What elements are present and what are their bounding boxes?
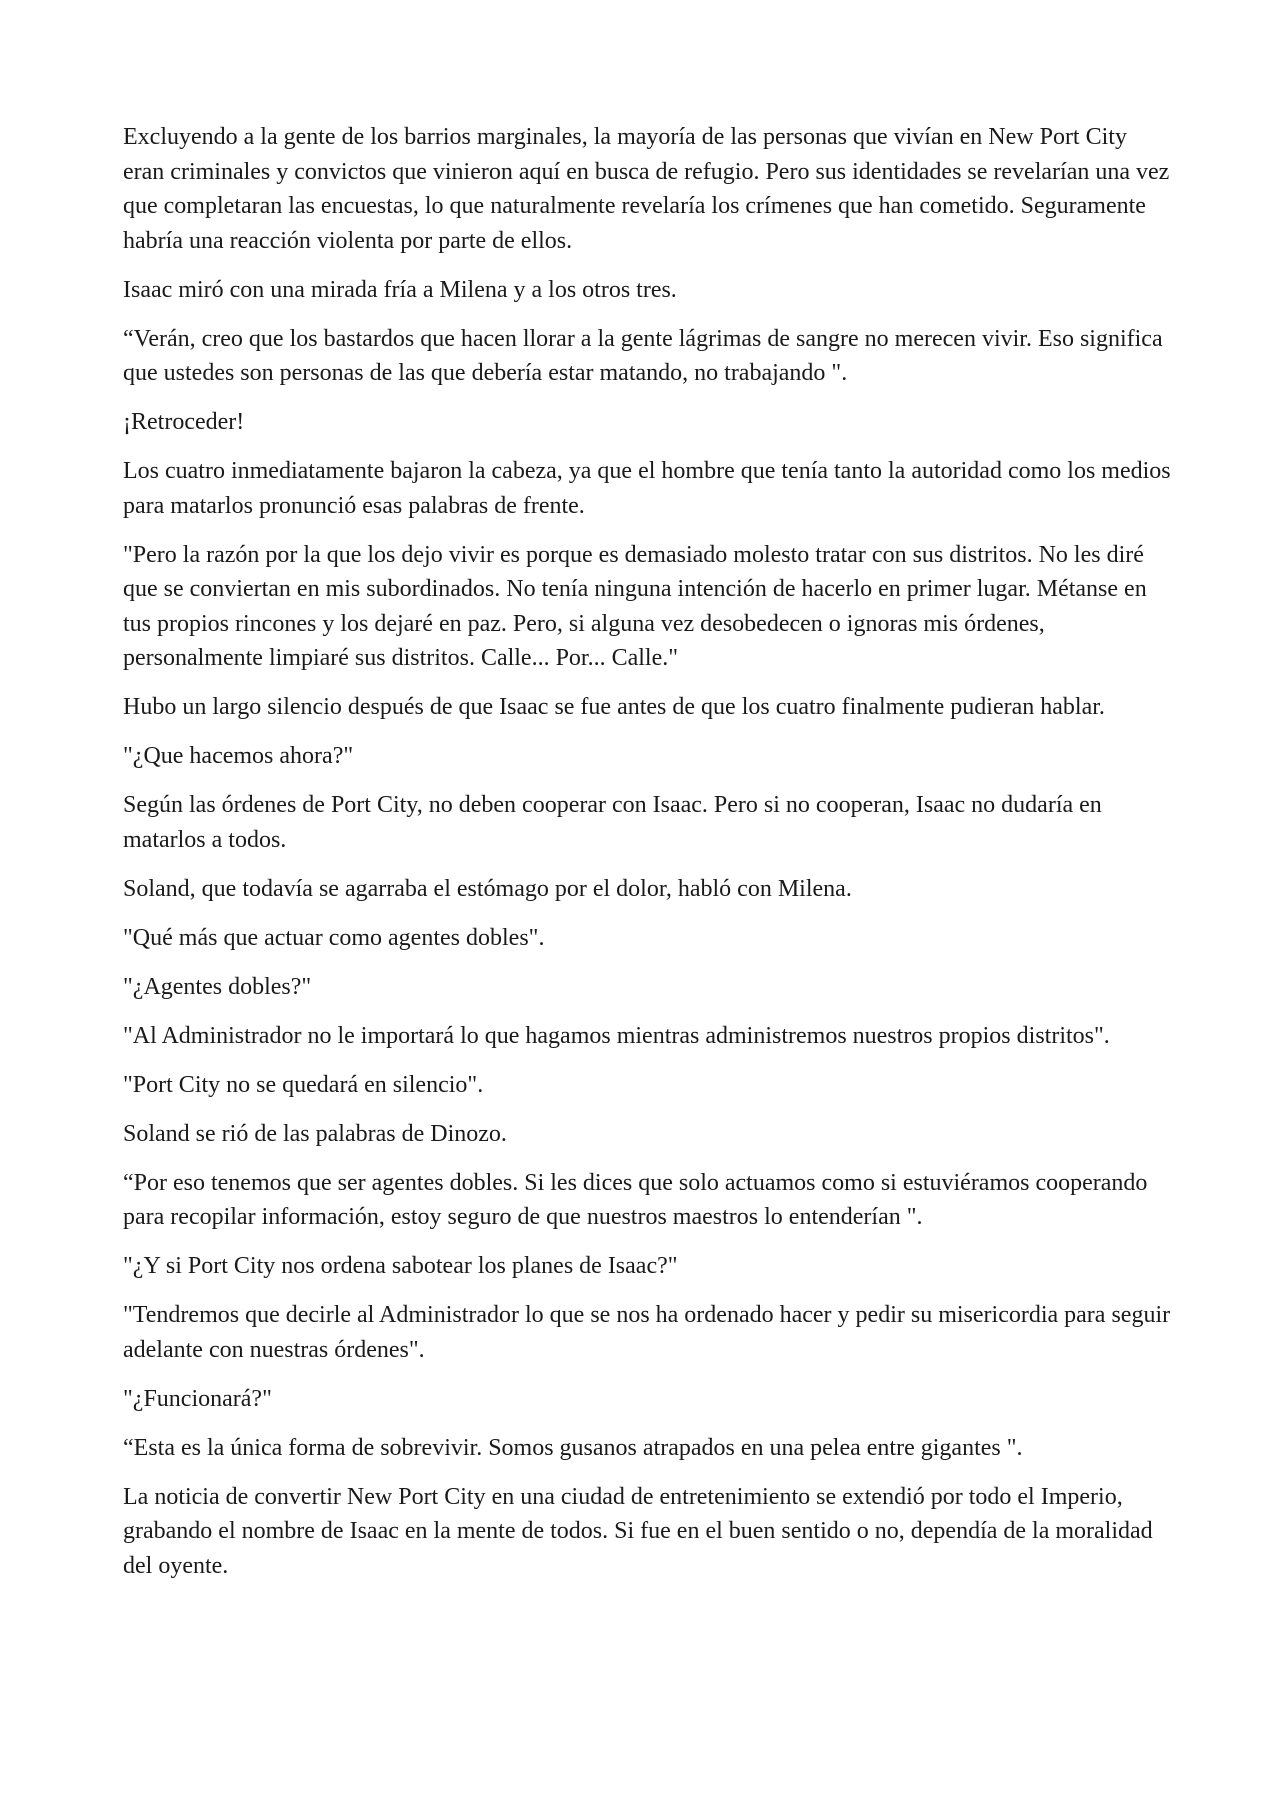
paragraph: Los cuatro inmediatamente bajaron la cabeza, ya que el hombre que tenía tanto la autoridad como los medios para matarlos pronunció esas palabras de frente. bbox=[123, 458, 1171, 519]
paragraph: "Tendremos que decirle al Administrador lo que se nos ha ordenado hacer y pedir su misericordia para seguir adelante con nuestras órdenes". bbox=[123, 1302, 1171, 1363]
paragraph: Hubo un largo silencio después de que Isaac se fue antes de que los cuatro finalmente pudieran hablar. bbox=[123, 694, 1105, 720]
paragraph: "Port City no se quedará en silencio". bbox=[123, 1071, 484, 1098]
paragraph: "¿Agentes dobles?" bbox=[123, 973, 312, 1000]
paragraph: Según las órdenes de Port City, no deben cooperar con Isaac. Pero si no cooperan, Isaac no dudaría en matarlos a todos. bbox=[123, 792, 1102, 853]
paragraph: "¿Y si Port City nos ordena sabotear los planes de Isaac?" bbox=[123, 1253, 678, 1279]
paragraph: "¿Que hacemos ahora?" bbox=[123, 743, 354, 769]
paragraph: Isaac miró con una mirada fría a Milena y a los otros tres. bbox=[123, 276, 677, 303]
paragraph: La noticia de convertir New Port City en una ciudad de entretenimiento se extendió por todo el Imperio, grabando el nombre de Isaac en la mente de todos. Si fue en el buen sentido o no, dependía de la moralidad del oyente. bbox=[123, 1483, 1153, 1579]
paragraph: ¡Retroceder! bbox=[123, 409, 245, 435]
paragraph: Soland, que todavía se agarraba el estómago por el dolor, habló con Milena. bbox=[123, 875, 852, 902]
paragraph: "Qué más que actuar como agentes dobles". bbox=[123, 924, 545, 951]
document-body bbox=[123, 120, 1173, 1598]
paragraph: “Verán, creo que los bastardos que hacen llorar a la gente lágrimas de sangre no merecen vivir. Eso significa que ustedes son personas de las que debería estar matando, no trabajando ". bbox=[123, 325, 1163, 386]
paragraph: “Por eso tenemos que ser agentes dobles. Si les dices que solo actuamos como si estuviéramos cooperando para recopilar información, estoy seguro de que nuestros maestros lo entenderían ". bbox=[123, 1169, 1148, 1230]
paragraph: Excluyendo a la gente de los barrios marginales, la mayoría de las personas que vivían en New Port City eran criminales y convictos que vinieron aquí en busca de refugio. Pero sus identidades se revelarían una vez que completaran las encuestas, lo que naturalmente revelaría los crímenes que han cometido. Seguramente habría una reacción violenta por parte de ellos. bbox=[123, 124, 1170, 254]
paragraph: "¿Funcionará?" bbox=[123, 1385, 272, 1412]
paragraph: "Al Administrador no le importará lo que hagamos mientras administremos nuestros propios distritos". bbox=[123, 1022, 1110, 1049]
paragraph: “Esta es la única forma de sobrevivir. Somos gusanos atrapados en una pelea entre gigantes ". bbox=[123, 1434, 1023, 1461]
paragraph: "Pero la razón por la que los dejo vivir es porque es demasiado molesto tratar con sus distritos. No les diré que se conviertan en mis subordinados. No tenía ninguna intención de hacerlo en primer lugar. Métanse en tus propios rincones y los dejaré en paz. Pero, si alguna vez desobedecen o ignoras mis órdenes, personalmente limpiaré sus distritos. Calle... Por... Calle." bbox=[123, 541, 1147, 671]
paragraph: Soland se rió de las palabras de Dinozo. bbox=[123, 1120, 507, 1147]
